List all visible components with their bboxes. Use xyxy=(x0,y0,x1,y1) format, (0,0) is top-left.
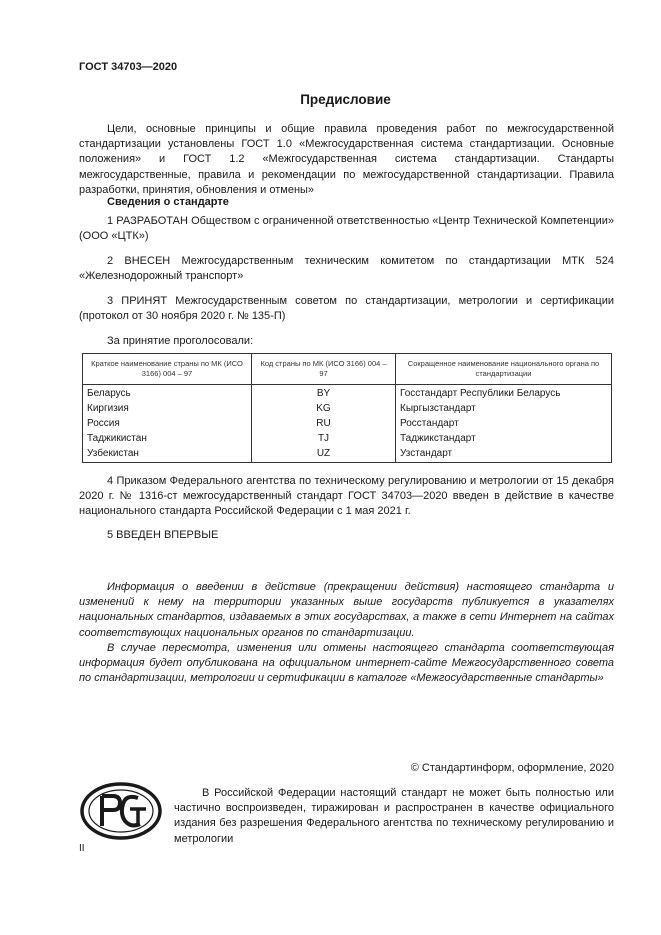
info-heading: Сведения о стандарте xyxy=(107,196,229,208)
country-cell: Россия xyxy=(83,417,252,432)
page-number: II xyxy=(79,843,85,854)
code-cell: BY xyxy=(252,385,396,403)
country-cell: Таджикистан xyxy=(83,432,252,447)
item-submitted: 2 ВНЕСЕН Межгосударственным техническим комитетом по стандартизации МТК 524 «Железнодорожный транспорт» xyxy=(79,255,614,283)
table-row xyxy=(83,417,612,432)
voting-states-table xyxy=(82,353,612,463)
revision-note: В случае пересмотра, изменения или отмены настоящего стандарта соответствующая информация будет опубликована на официальном интернет-сайте Межгосударственного совета по стандартизации, метрологии и сертификации в каталоге «Межгосударственные стандарты» xyxy=(79,642,614,685)
rst-certification-logo-icon xyxy=(80,782,162,840)
column-header-code: Код страны по МК (ИСО 3166) 004 – 97 xyxy=(252,354,396,385)
body-cell: Госстандарт Республики Беларусь xyxy=(396,385,612,403)
body-cell: Росстандарт xyxy=(396,417,612,432)
copyright-line: © Стандартинформ, оформление, 2020 xyxy=(410,762,614,774)
intro-paragraph: Цели, основные принципы и общие правила проведения работ по межгосударственной стандартизации установлены ГОСТ 1.0 «Межгосударственная система стандартизации. Основные положения» и ГОСТ 1.2 «Межгосударственная система стандартизации. Стандарты межгосударственные, правила и рекомендации по межгосударственной стандартизации. Правила разработки, принятия, обновления и отмены» xyxy=(79,123,614,196)
reproduction-notice: В Российской Федерации настоящий стандарт не может быть полностью или частично воспроизведен, тиражирован и распространен в качестве официального издания без разрешения Федерального агентства по техническому регулированию и метрологии xyxy=(174,787,614,845)
table-row xyxy=(83,432,612,447)
code-cell: UZ xyxy=(252,447,396,463)
table-row xyxy=(83,447,612,463)
body-cell: Таджикстандарт xyxy=(396,432,612,447)
table-row xyxy=(83,402,612,417)
column-header-country: Краткое наименование страны по МК (ИСО 3166) 004 – 97 xyxy=(83,354,252,385)
standard-id-header: ГОСТ 34703—2020 xyxy=(79,61,178,73)
item-adopted: 3 ПРИНЯТ Межгосударственным советом по стандартизации, метрологии и сертификации (протокол от 30 ноября 2020 г. № 135-П) xyxy=(79,295,614,323)
table-row xyxy=(83,385,612,403)
code-cell: TJ xyxy=(252,432,396,447)
column-header-body: Сокращенное наименование национального органа по стандартизации xyxy=(396,354,612,385)
country-cell: Узбекистан xyxy=(83,447,252,463)
info-note: Информация о введении в действие (прекращении действия) настоящего стандарта и изменений к нему на территории указанных выше государств публикуется в указателях национальных стандартов, издаваемых в этих государствах, а также в сети Интернет на сайтах соответствующих национальных органов по стандартизации. xyxy=(79,581,614,639)
country-cell: Беларусь xyxy=(83,385,252,403)
code-cell: RU xyxy=(252,417,396,432)
country-cell: Киргизия xyxy=(83,402,252,417)
code-cell: KG xyxy=(252,402,396,417)
body-cell: Кыргызстандарт xyxy=(396,402,612,417)
table-header-row xyxy=(83,354,612,385)
rst-logo-svg xyxy=(80,782,162,840)
voted-label: За принятие проголосовали: xyxy=(107,335,254,347)
page-title: Предисловие xyxy=(300,92,391,107)
item-developed: 1 РАЗРАБОТАН Обществом с ограниченной ответственностью «Центр Технической Компетенции» (ООО «ЦТК») xyxy=(79,215,614,243)
item-first: 5 ВВЕДЕН ВПЕРВЫЕ xyxy=(107,529,219,541)
item-enacted: 4 Приказом Федерального агентства по техническому регулированию и метрологии от 15 декабря 2020 г. № 1316-ст межгосударственный стандарт ГОСТ 34703—2020 введен в действие в качестве национального стандарта Российской Федерации с 1 мая 2021 г. xyxy=(79,475,614,518)
body-cell: Узстандарт xyxy=(396,447,612,463)
